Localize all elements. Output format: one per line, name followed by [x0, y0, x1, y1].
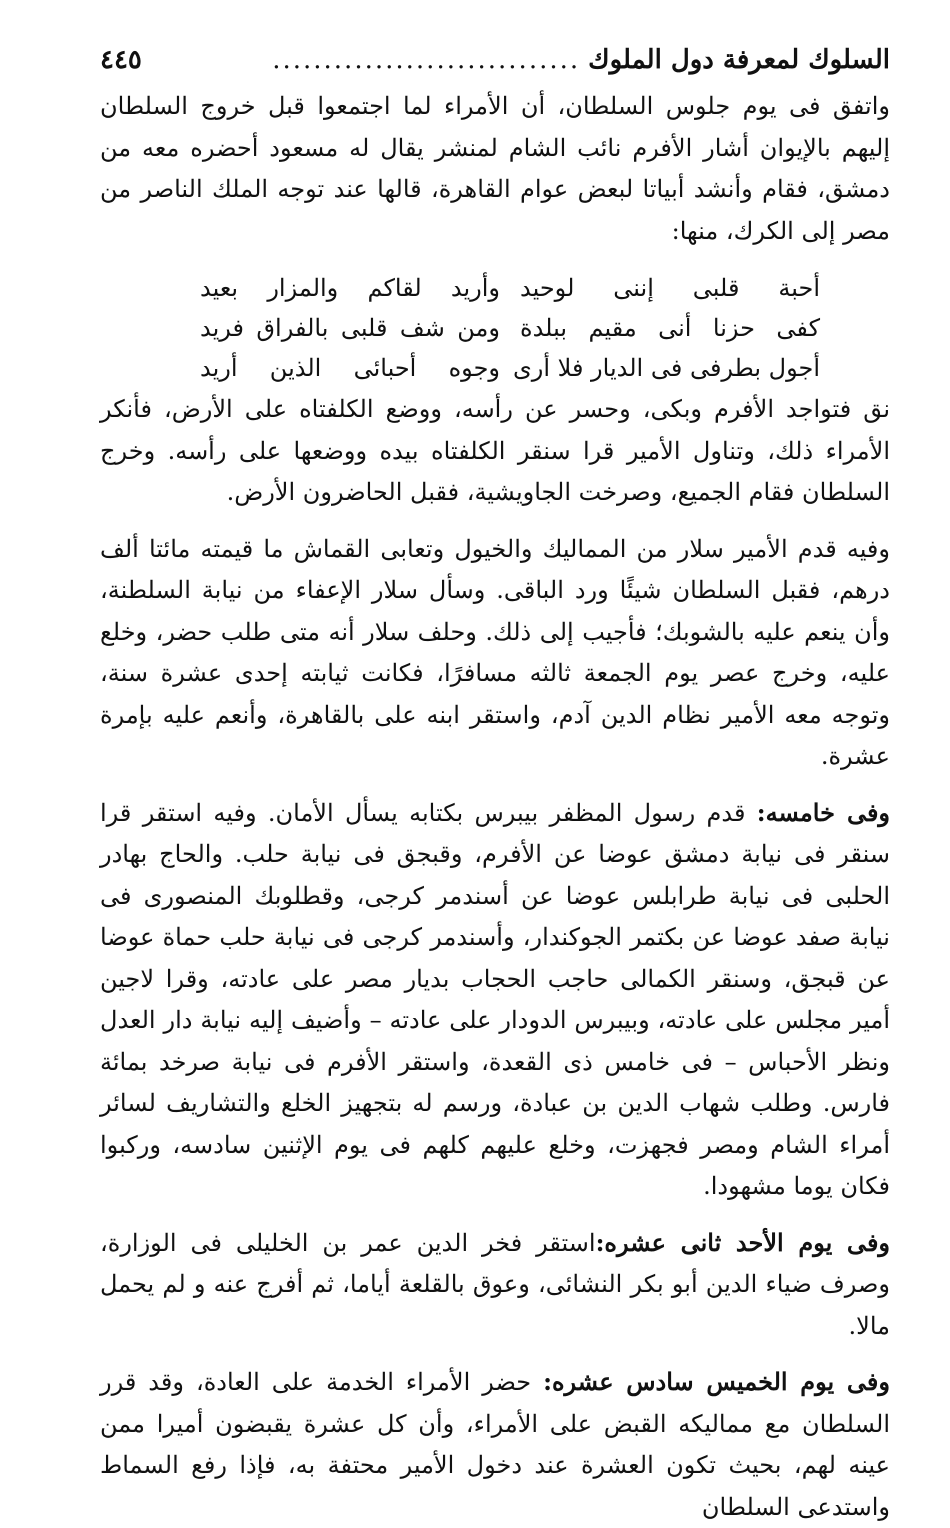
verse-second-hemistich: وجوه أحبائى الذين أريد: [200, 354, 500, 382]
running-header: [100, 38, 890, 86]
paragraph: [100, 792, 890, 1208]
paragraph: [100, 1361, 890, 1528]
poem-verse: [100, 268, 890, 308]
paragraph: [100, 528, 890, 778]
paragraph-lead: وفى يوم الأحد ثانى عشره:: [595, 1227, 891, 1257]
poem-verse: [100, 308, 890, 348]
leader-dots: ..............................: [272, 45, 581, 75]
paragraph-text: قدم رسول المظفر بيبرس بكتابه يسأل الأمان. وفيه استقر قرا سنقر فى نيابة دمشق عوضا عن الأفرم، وقبجق فى نيابة حلب. والحاج بهادر الحلبى فى نيابة طرابلس عوضا عن أسندمر كرجى، وقطلوبك المنصورى فى نيابة صفد عوضا عن بكتمر الجوكندار، وأسندمر كرجى فى نيابة حلب حماة عوضا عن قبجق، وسنقر الكمالى حاجب الحجاب بديار مصر على عادته، وقرا لاجين أمير مجلس على عادته، وبيبرس الدودار على عادته – وأضيف إليه نيابة دار العدل ونظر الأحباس – فى خامس ذى القعدة، واستقر الأفرم فى نيابة صرخد بمائة فارس. وطلب شهاب الدين بن عبادة، ورسم له بتجهيز الخلع والتشاريف لسائر أمراء الشام ومصر فجهزت، وخلع عليهم كلهم فى يوم الإثنين سادسه، وركبوا فكان يوما مشهودا.: [100, 798, 890, 1200]
paragraph-intro: واتفق فى يوم جلوس السلطان، أن الأمراء لما اجتمعوا قبل خروج السلطان إليهم بالإيوان أشار الأفرم نائب الشام لمنشر يقال له مسعود أحضره معه من دمشق، فقام وأنشد أبياتا لبعض عوام القاهرة، قالها عند توجه الملك الناصر من مصر إلى الكرك، منها:: [100, 92, 890, 245]
document-page: [100, 38, 890, 1528]
paragraph-text: حضر الأمراء الخدمة على العادة، وقد قرر السلطان مع مماليكه القبض على الأمراء، وأن كل عشرة يقبضون أميرا ممن عينه لهم، بحيث تكون العشرة عند دخول الأمير محتفة به، فإذا رفع السماط واستدعى السلطان: [100, 1368, 890, 1521]
paragraph: [100, 1222, 890, 1348]
paragraph: [100, 388, 890, 514]
verse-first-hemistich: أحبة قلبى إننى لوحيد: [520, 274, 820, 302]
book-title: السلوك لمعرفة دول الملوك: [588, 45, 890, 75]
paragraph-text: نق فتواجد الأفرم وبكى، وحسر عن رأسه، ووضع الكلفتاه على الأرض، فأنكر الأمراء ذلك، وتناول الأمير قرا سنقر الكلفتاه بيده ووضعها على رأسه. وخرج السلطان فقام الجميع، وصرخت الجاويشية، فقبل الحاضرون الأرض.: [100, 395, 890, 506]
verse-first-hemistich: كفى حزنا أنى مقيم ببلدة: [520, 314, 820, 342]
poem-verse: [100, 348, 890, 388]
poem-block: [100, 268, 890, 388]
paragraph-lead: وفى يوم الخميس سادس عشره:: [543, 1367, 890, 1396]
paragraph-text: وفيه قدم الأمير سلار من المماليك والخيول وتعابى القماش ما قيمته مائتا ألف درهم، فقبل السلطان شيئًا ورد الباقى. وسأل سلار الإعفاء من نيابة السلطنة، وأن ينعم عليه بالشوبك؛ فأجيب إلى ذلك. وحلف سلار أنه متى طلب حضر، وخلع عليه، وخرج عصر يوم الجمعة ثالثه مسافرًا، فكانت ثيابته إحدى عشرة سنة، وتوجه معه الأمير نظام الدين آدم، واستقر ابنه على بالقاهرة، وأنعم عليه بإمرة عشرة.: [100, 534, 890, 770]
paragraph-lead: وفى خامسه:: [756, 797, 891, 827]
verse-second-hemistich: وأريد لقاكم والمزار بعيد: [200, 274, 500, 302]
paragraph-text: استقر فخر الدين عمر بن الخليلى فى الوزارة، وصرف ضياء الدين أبو بكر النشائى، وعوق بالقلعة أياما، ثم أفرج عنه و لم يحمل مالا.: [100, 1228, 890, 1340]
page-number: ٤٤٥: [100, 45, 142, 75]
verse-first-hemistich: أجول بطرفى فى الديار فلا أرى: [512, 354, 820, 382]
verse-second-hemistich: ومن شف قلبى بالفراق فريد: [200, 314, 500, 342]
